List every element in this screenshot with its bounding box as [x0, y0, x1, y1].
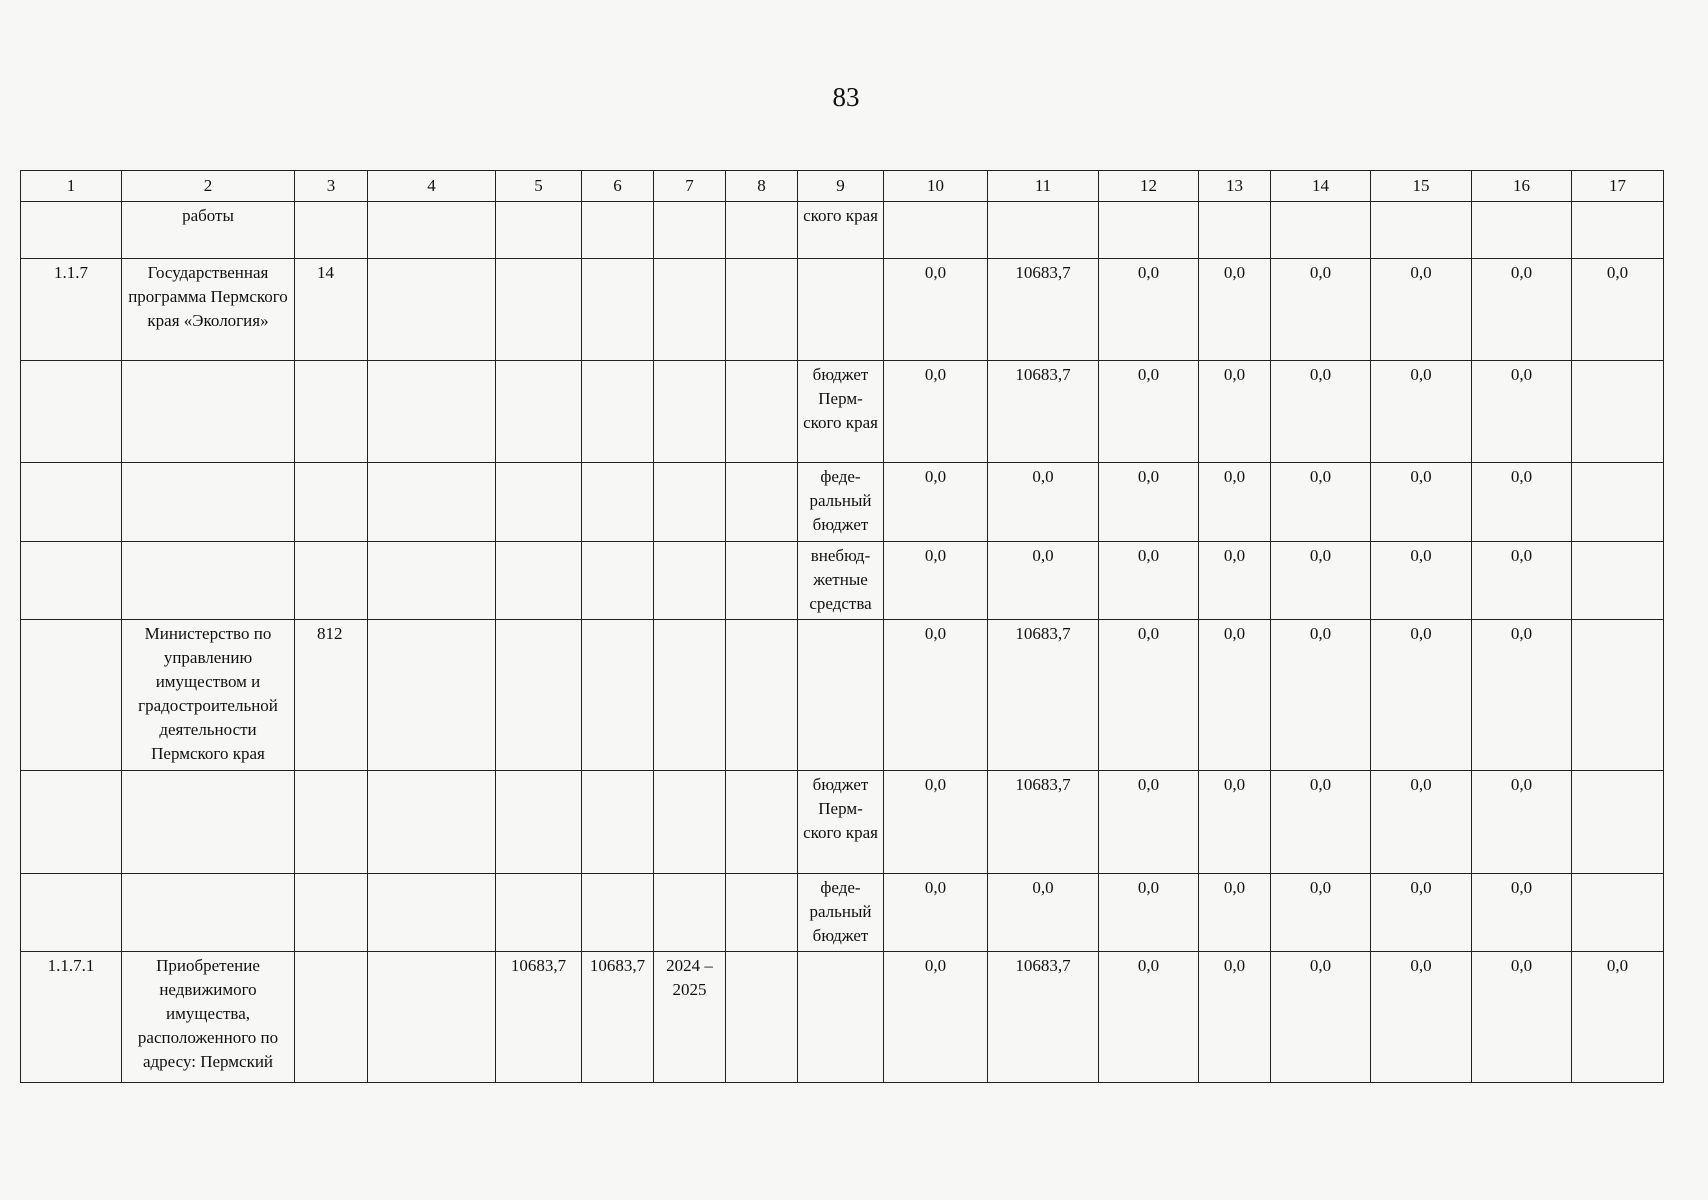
table-cell	[122, 874, 295, 952]
table-cell	[654, 361, 726, 463]
table-cell: 0,0	[1271, 620, 1371, 771]
table-cell: 0,0	[1371, 771, 1472, 874]
table-cell	[122, 463, 295, 542]
table-cell: 0,0	[1099, 361, 1199, 463]
table-cell: 1.1.7	[21, 259, 122, 361]
table-cell: 0,0	[1099, 874, 1199, 952]
column-header: 3	[295, 171, 368, 202]
table-cell: 0,0	[1099, 542, 1199, 620]
table-row	[21, 259, 1664, 361]
column-header: 8	[726, 171, 798, 202]
table-cell: 0,0	[1099, 620, 1199, 771]
table-cell	[1472, 202, 1572, 259]
table-cell	[582, 361, 654, 463]
table-cell: 0,0	[1472, 620, 1572, 771]
column-header: 16	[1472, 171, 1572, 202]
table-cell: 10683,7	[988, 361, 1099, 463]
table-cell	[21, 874, 122, 952]
column-header: 6	[582, 171, 654, 202]
table-cell	[295, 361, 368, 463]
table-cell: 0,0	[988, 463, 1099, 542]
table-cell: 14	[295, 259, 368, 361]
table-cell	[654, 463, 726, 542]
table-row	[21, 463, 1664, 542]
table-cell	[1371, 202, 1472, 259]
table-cell	[654, 542, 726, 620]
table-cell: 0,0	[1199, 259, 1271, 361]
table-cell	[368, 620, 496, 771]
table-cell	[21, 771, 122, 874]
table-cell: 10683,7	[988, 259, 1099, 361]
table-cell	[988, 202, 1099, 259]
table-cell: 0,0	[1371, 952, 1472, 1083]
table-row	[21, 771, 1664, 874]
column-header: 4	[368, 171, 496, 202]
table-cell	[1572, 542, 1664, 620]
table-cell: 0,0	[1271, 952, 1371, 1083]
table-cell: 0,0	[1371, 361, 1472, 463]
table-cell: 0,0	[1371, 874, 1472, 952]
table-cell	[582, 202, 654, 259]
table-cell	[21, 202, 122, 259]
table-cell: 0,0	[1271, 771, 1371, 874]
table-cell	[726, 620, 798, 771]
table-cell: 0,0	[988, 874, 1099, 952]
table-cell	[496, 463, 582, 542]
table-cell	[726, 952, 798, 1083]
table-cell	[496, 771, 582, 874]
table-cell: 0,0	[1572, 952, 1664, 1083]
table-cell	[368, 542, 496, 620]
table-cell	[654, 771, 726, 874]
table-cell: 0,0	[1099, 259, 1199, 361]
table-cell: 0,0	[1271, 463, 1371, 542]
table-cell: феде-ральный бюджет	[798, 463, 884, 542]
table-cell	[295, 463, 368, 542]
column-header: 11	[988, 171, 1099, 202]
table-cell	[726, 361, 798, 463]
table-cell	[368, 202, 496, 259]
budget-table	[20, 170, 1664, 1083]
table-row	[21, 542, 1664, 620]
table-cell: 0,0	[1271, 874, 1371, 952]
table-cell	[368, 259, 496, 361]
table-cell	[368, 463, 496, 542]
table-cell	[1572, 361, 1664, 463]
column-header: 12	[1099, 171, 1199, 202]
table-cell: 0,0	[884, 361, 988, 463]
column-number-row	[21, 171, 1664, 202]
table-cell	[496, 542, 582, 620]
table-cell	[496, 202, 582, 259]
table-cell	[295, 952, 368, 1083]
table-cell: 10683,7	[582, 952, 654, 1083]
table-cell: 0,0	[1472, 771, 1572, 874]
table-cell	[122, 542, 295, 620]
table-cell: 10683,7	[988, 952, 1099, 1083]
table-cell: 0,0	[1199, 542, 1271, 620]
table-cell	[798, 952, 884, 1083]
table-cell: 0,0	[1099, 952, 1199, 1083]
table-cell	[368, 361, 496, 463]
table-cell	[122, 361, 295, 463]
table-cell	[1099, 202, 1199, 259]
column-header: 1	[21, 171, 122, 202]
table-cell	[496, 361, 582, 463]
table-cell: 0,0	[1199, 952, 1271, 1083]
table-cell: 0,0	[1472, 463, 1572, 542]
table-cell: 0,0	[1099, 771, 1199, 874]
table-cell	[582, 771, 654, 874]
table-cell: 0,0	[1371, 620, 1472, 771]
table-cell: 0,0	[1199, 361, 1271, 463]
table-cell: 0,0	[1371, 259, 1472, 361]
table-cell	[884, 202, 988, 259]
table-cell: внебюд-жетные средства	[798, 542, 884, 620]
table-cell	[654, 202, 726, 259]
table-row	[21, 874, 1664, 952]
table-cell	[582, 463, 654, 542]
column-header: 2	[122, 171, 295, 202]
table-cell	[496, 874, 582, 952]
table-cell	[368, 771, 496, 874]
table-cell: Министерство по управлению имуществом и градостроительной деятельности Пермского края	[122, 620, 295, 771]
table-cell: 0,0	[884, 874, 988, 952]
column-header: 15	[1371, 171, 1472, 202]
table-cell: 0,0	[884, 463, 988, 542]
table-cell: 10683,7	[988, 771, 1099, 874]
table-cell: 0,0	[884, 620, 988, 771]
table-cell	[21, 542, 122, 620]
table-cell	[582, 874, 654, 952]
table-cell: 0,0	[1099, 463, 1199, 542]
table-cell	[295, 542, 368, 620]
table-cell	[496, 259, 582, 361]
table-row	[21, 952, 1664, 1083]
table-cell: 0,0	[1472, 361, 1572, 463]
table-cell	[368, 952, 496, 1083]
table-cell: 812	[295, 620, 368, 771]
table-cell	[295, 771, 368, 874]
table-cell	[798, 620, 884, 771]
table-cell	[1572, 620, 1664, 771]
table-cell: 2024 – 2025	[654, 952, 726, 1083]
table-cell	[726, 874, 798, 952]
table-cell: 0,0	[1199, 771, 1271, 874]
column-header: 9	[798, 171, 884, 202]
table-cell: 0,0	[1199, 463, 1271, 542]
table-cell: 0,0	[1199, 620, 1271, 771]
table-cell: 0,0	[1371, 542, 1472, 620]
table-cell: бюджет Перм-ского края	[798, 361, 884, 463]
table-cell: 0,0	[1271, 259, 1371, 361]
column-header: 5	[496, 171, 582, 202]
table-cell: 0,0	[884, 542, 988, 620]
table-cell	[654, 874, 726, 952]
column-header: 17	[1572, 171, 1664, 202]
page-number: 83	[832, 82, 860, 112]
table-cell: Государственная программа Пермского края «Экология»	[122, 259, 295, 361]
table-cell	[122, 771, 295, 874]
table-cell	[1199, 202, 1271, 259]
table-cell: 10683,7	[496, 952, 582, 1083]
table-cell	[295, 874, 368, 952]
table-cell	[798, 259, 884, 361]
table-cell	[726, 463, 798, 542]
table-cell	[1572, 463, 1664, 542]
table-cell: 0,0	[1572, 259, 1664, 361]
column-header: 14	[1271, 171, 1371, 202]
table-cell	[582, 542, 654, 620]
table-cell: 0,0	[1199, 874, 1271, 952]
table-cell	[368, 874, 496, 952]
table-cell	[582, 620, 654, 771]
table-cell	[654, 620, 726, 771]
table-cell: Приобретение недвижимого имущества, расположенного по адресу: Пермский	[122, 952, 295, 1083]
table-cell: 0,0	[988, 542, 1099, 620]
table-row	[21, 202, 1664, 259]
table-cell	[582, 259, 654, 361]
table-cell	[21, 620, 122, 771]
table-cell: 0,0	[884, 259, 988, 361]
table-cell: 10683,7	[988, 620, 1099, 771]
table-cell	[1572, 202, 1664, 259]
table-row	[21, 620, 1664, 771]
table-cell: 0,0	[1271, 361, 1371, 463]
table-cell	[1271, 202, 1371, 259]
column-header: 7	[654, 171, 726, 202]
table-cell	[1572, 771, 1664, 874]
column-header: 13	[1199, 171, 1271, 202]
table-cell	[1572, 874, 1664, 952]
table-cell	[21, 361, 122, 463]
table-row	[21, 361, 1664, 463]
table-cell	[726, 771, 798, 874]
table-cell	[496, 620, 582, 771]
table-cell: 0,0	[1472, 259, 1572, 361]
table-cell: работы	[122, 202, 295, 259]
table-cell: 0,0	[1271, 542, 1371, 620]
table-cell: 1.1.7.1	[21, 952, 122, 1083]
table-cell: 0,0	[1472, 874, 1572, 952]
table-cell: 0,0	[884, 771, 988, 874]
table-cell: ского края	[798, 202, 884, 259]
column-header: 10	[884, 171, 988, 202]
table-cell	[726, 259, 798, 361]
table-cell	[726, 202, 798, 259]
table-cell	[726, 542, 798, 620]
table-cell	[295, 202, 368, 259]
table-cell: 0,0	[1472, 952, 1572, 1083]
table-cell	[654, 259, 726, 361]
table-cell: 0,0	[1371, 463, 1472, 542]
table-cell	[21, 463, 122, 542]
table-cell: феде-ральный бюджет	[798, 874, 884, 952]
table-cell: бюджет Перм-ского края	[798, 771, 884, 874]
table-cell: 0,0	[1472, 542, 1572, 620]
table-cell: 0,0	[884, 952, 988, 1083]
